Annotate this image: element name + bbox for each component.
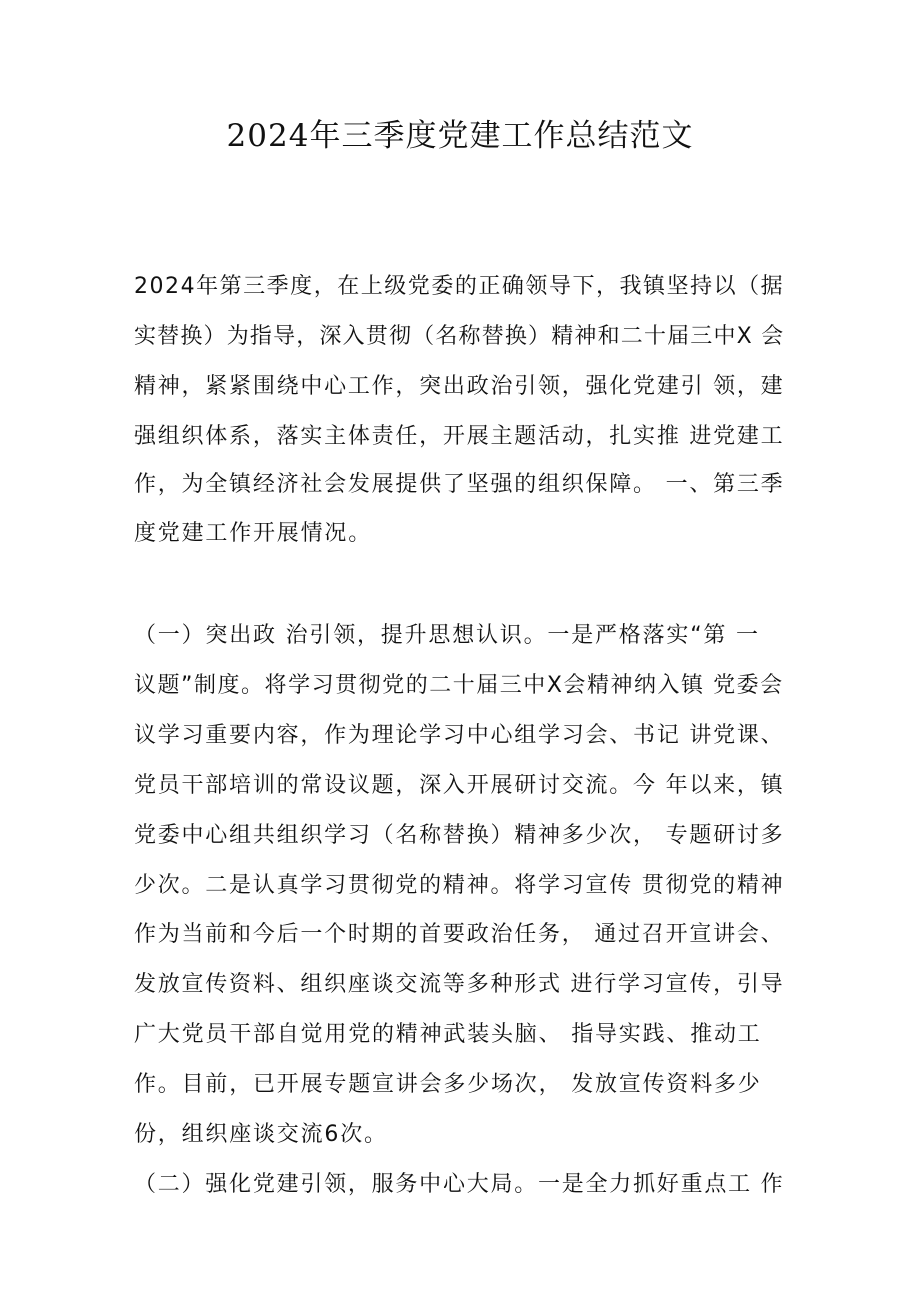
- paragraph-line: 度党建工作开展情况。: [134, 521, 373, 546]
- paragraph-line: 党委中心组共组织学习（名称替换）精神多少次， 专题研讨多: [134, 823, 785, 848]
- paragraph-line: 议学习重要内容，作为理论学习中心组学习会、书记 讲党课、: [134, 723, 785, 748]
- paragraph-line: 实替换）为指导，深入贯彻（名称替换）精神和二十届三中X 会: [134, 324, 785, 349]
- paragraph-line: 党员干部培训的常设议题，深入开展研讨交流。今 年以来，镇: [134, 773, 785, 798]
- paragraph-line: 强组织体系，落实主体责任，开展主题活动，扎实推 进党建工: [134, 424, 785, 449]
- paragraph-line: 作，为全镇经济社会发展提供了坚强的组织保障。 一、第三季: [134, 472, 785, 497]
- paragraph-line: 份，组织座谈交流6次。: [134, 1122, 388, 1147]
- paragraph-line: 2024年第三季度，在上级党委的正确领导下，我镇坚持以（据: [134, 274, 785, 299]
- paragraph-line: 广大党员干部自觉用党的精神武装头脑、 指导实践、推动工: [134, 1022, 762, 1047]
- paragraph-line: 议题”制度。将学习贯彻党的二十届三中X会精神纳入镇 党委会: [134, 673, 784, 698]
- paragraph-line: 发放宣传资料、组织座谈交流等多种形式 进行学习宣传，引导: [134, 972, 785, 997]
- document-title: 2024年三季度党建工作总结范文: [226, 118, 694, 154]
- paragraph-line: 作。目前，已开展专题宣讲会多少场次， 发放宣传资料多少: [134, 1072, 762, 1097]
- paragraph-line: （一）突出政 治引领，提升思想认识。一是严格落实“第 一: [134, 623, 760, 648]
- paragraph-line: 少次。二是认真学习贯彻党的精神。将学习宣传 贯彻党的精神: [134, 873, 785, 898]
- paragraph-line: 精神，紧紧围绕中心工作，突出政治引领，强化党建引 领，建: [134, 374, 785, 399]
- paragraph-line: 作为当前和今后一个时期的首要政治任务， 通过召开宣讲会、: [134, 922, 785, 947]
- paragraph-line: （二）强化党建引领，服务中心大局。一是全力抓好重点工 作: [134, 1172, 785, 1197]
